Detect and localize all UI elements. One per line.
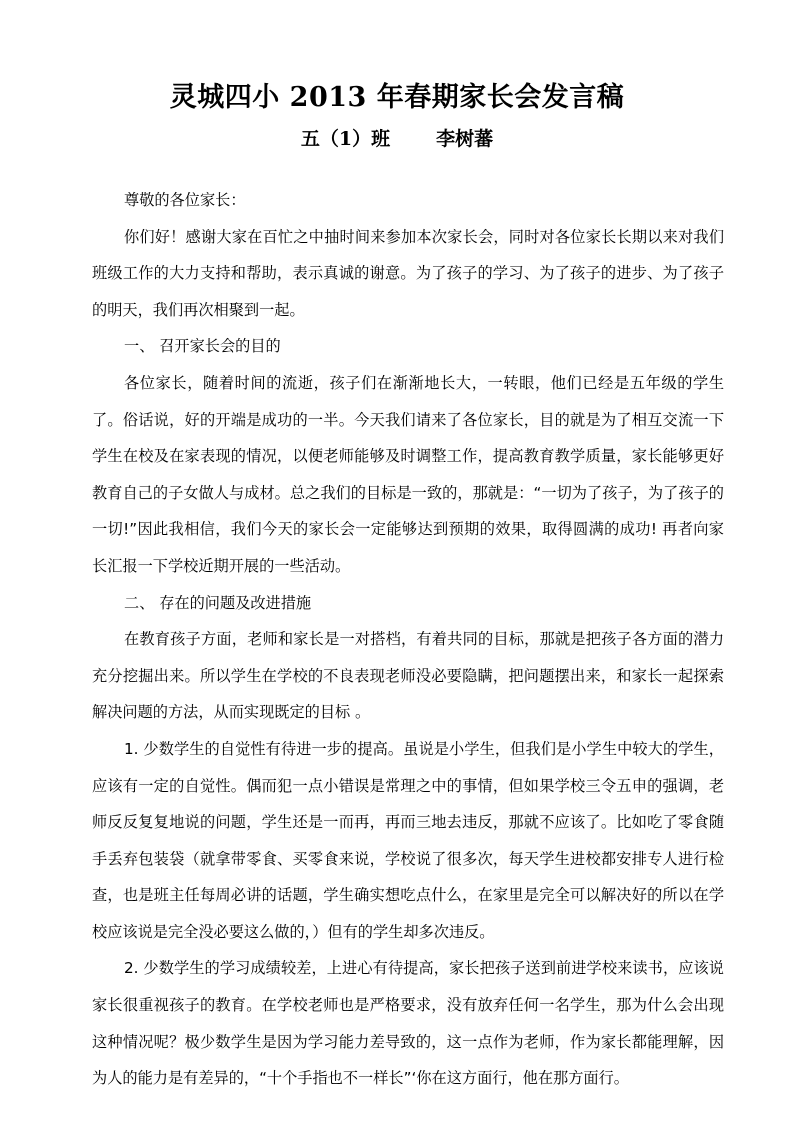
section-heading-1: 一、 召开家长会的目的 — [124, 337, 281, 356]
document-subtitle — [0, 124, 794, 154]
paragraph-item-2: 2. 少数学生的学习成绩较差，上进心有待提高，家长把孩子送到前进学校来读书，应该说家长很重视孩子的教育。在学校老师也是严格要求，没有放弃任何一名学生，那为什么会出现这种情况呢？极少数学生是因为学习能力差导致的，这一点作为老师，作为家长都能理解，因为人的能力是有差异的，“十个手指也不一样长”‘你在这方面行，他在那方面行。 — [92, 959, 724, 1088]
author-name: 李树蕃 — [436, 128, 494, 150]
paragraph-purpose: 各位家长，随着时间的流逝，孩子们在渐渐地长大，一转眼，他们已经是五年级的学生了。俗话说，好的开端是成功的一半。今天我们请来了各位家长，目的就是为了相互交流一下学生在校及在家表现的情况，以便老师能够及时调整工作，提高教育教学质量，家长能够更好教育自己的子女做人与成材。总之我们的目标是一致的，那就是：“一切为了孩子，为了孩子的一切!”因此我相信，我们今天的家长会一定能够达到预期的效果，取得圆满的成功! 再者向家长汇报一下学校近期开展的一些活动。 — [92, 373, 724, 575]
section-heading-2: 二、 存在的问题及改进措施 — [124, 593, 312, 612]
class-name: 五（1）班 — [300, 128, 391, 150]
paragraph-item-1: 1. 少数学生的自觉性有待进一步的提高。虽说是小学生，但我们是小学生中较大的学生，应该有一定的自觉性。偶而犯一点小错误是常理之中的事情，但如果学校三令五申的强调，老师反反复复地说的问题，学生还是一而再，再而三地去违反，那就不应该了。比如吃了零食随手丢弃包装袋（就拿带零食、买零食来说，学校说了很多次，每天学生进校都安排专人进行检查，也是班主任每周必讲的话题，学生确实想吃点什么，在家里是完全可以解决好的所以在学校应该说是完全没必要这么做的，）但有的学生却多次违反。 — [92, 739, 724, 941]
document-title: 灵城四小 2013 年春期家长会发言稿 — [169, 82, 625, 113]
paragraph-problems-intro: 在教育孩子方面，老师和家长是一对搭档，有着共同的目标，那就是把孩子各方面的潜力充分挖掘出来。所以学生在学校的不良表现老师没必要隐瞒，把问题摆出来，和家长一起探索解决问题的方法，从而实现既定的目标 。 — [92, 630, 724, 722]
document-body — [92, 182, 724, 1097]
salutation: 尊敬的各位家长： — [124, 191, 246, 209]
paragraph-greeting: 你们好！感谢大家在百忙之中抽时间来参加本次家长会，同时对各位家长长期以来对我们班级工作的大力支持和帮助，表示真诚的谢意。为了孩子的学习、为了孩子的进步、为了孩子的明天，我们再次相聚到一起。 — [92, 227, 724, 319]
